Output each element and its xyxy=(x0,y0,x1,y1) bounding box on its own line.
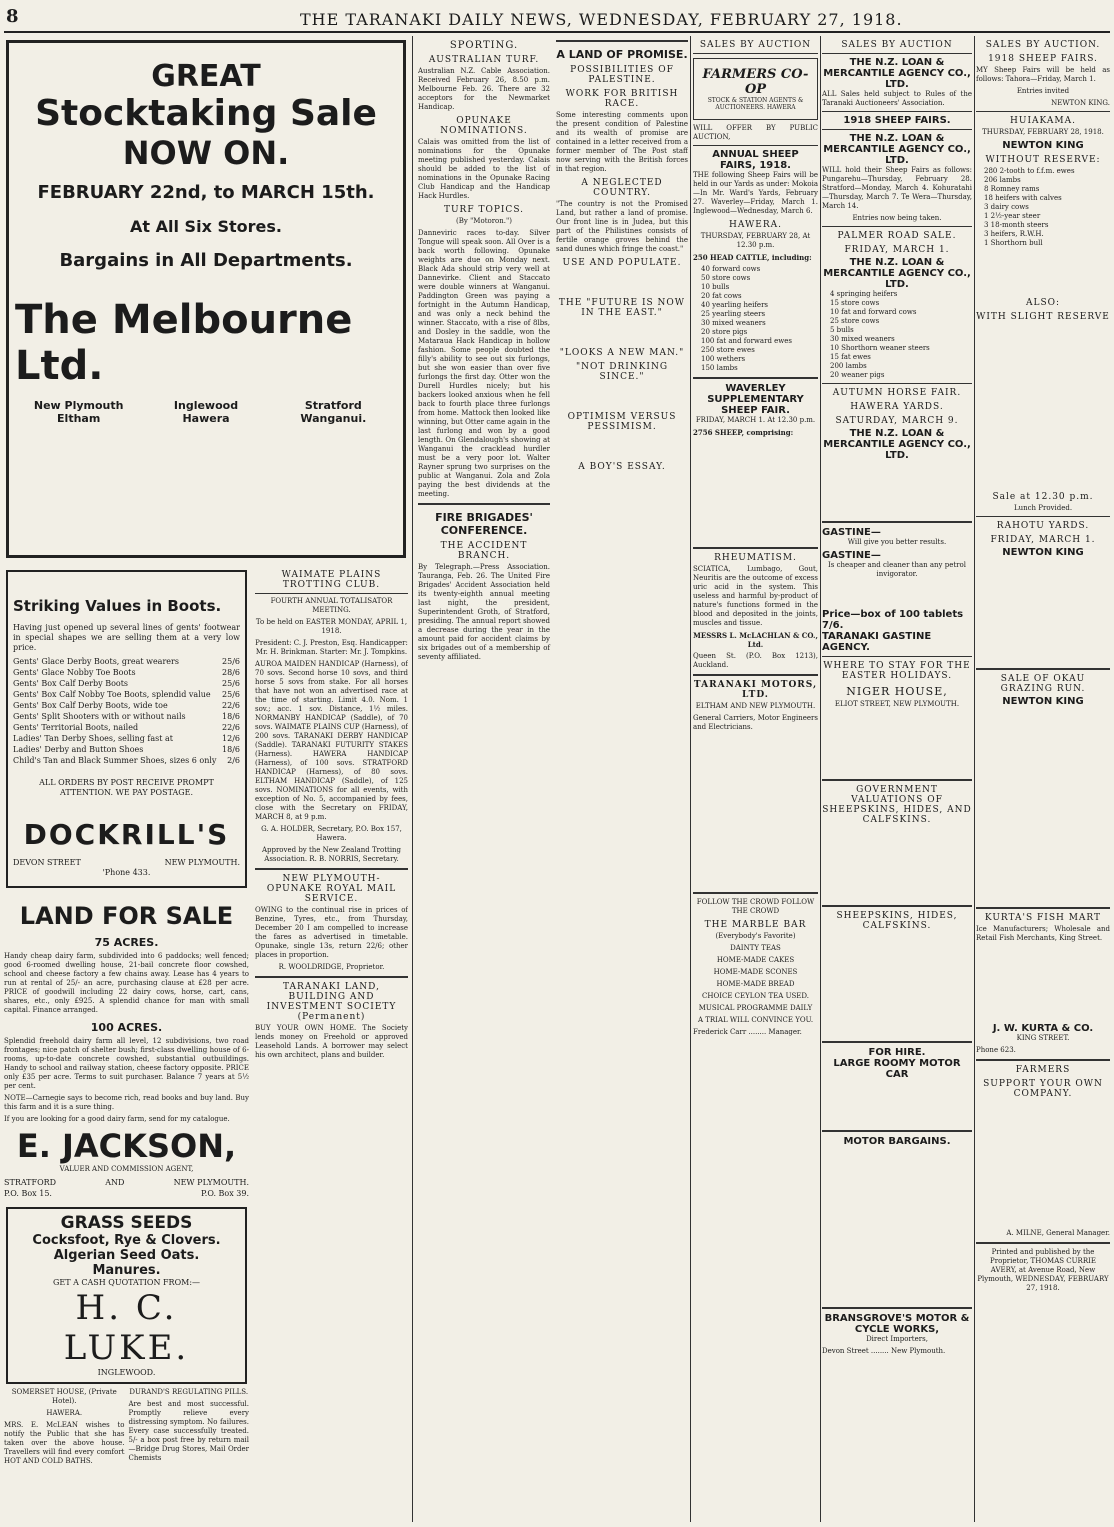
boots-intro: Having just opened up several lines of gents' footwear in special shapes we are selling them at a very low price. xyxy=(13,623,240,652)
sale-title: Stocktaking Sale xyxy=(35,93,377,134)
motors-text: General Carriers, Motor Engineers and Electricians. xyxy=(693,714,818,731)
marble-fav: (Everybody's Favorite) xyxy=(715,932,796,940)
dockrills-address xyxy=(13,857,240,868)
land-100-text: Splendid freehold dairy farm all level, 12 subdivisions, two road frontages; nice patch of shelter bush; first-class dwelling house of 6-rooms, up-to-date concrete cowshed, substantial outbuildings. Handy to school and railway station, cheese factory opposite. PRICE only £35 per acre. Terms to suit purchaser. Balance 7 years at 5½ per cent. xyxy=(4,1037,249,1090)
turf-byline: (By "Motoron.") xyxy=(456,217,512,225)
populate-heading: USE AND POPULATE. xyxy=(562,258,682,268)
boot-item xyxy=(13,755,240,766)
luke-town: INGLEWOOD. xyxy=(97,1368,156,1377)
town: Hawera xyxy=(182,412,230,425)
masthead-rule xyxy=(4,31,1110,33)
nz-loan-heading: THE N.Z. LOAN & MERCANTILE AGENCY CO., LTD. xyxy=(823,57,971,90)
british-heading: WORK FOR BRITISH RACE. xyxy=(565,89,679,109)
list-item: 3 heifers, R.W.H. xyxy=(984,230,1044,238)
easter-heading: WHERE TO STAY FOR THE EASTER HOLIDAYS. xyxy=(823,661,971,681)
fairs-text: WILL hold their Sheep Fairs as follows: Pungarehu—Thursday, February 28. Stratford—Monday, March 4. Kohuratahi—Thursday, March 7. Te Wera—Thursday, March 14. xyxy=(822,166,972,210)
list-item: 3 18-month steers xyxy=(984,221,1049,229)
grass-line3: Manures. xyxy=(92,1263,161,1278)
newspaper-title: THE TARANAKI DAILY NEWS, WEDNESDAY, FEBRUARY 27, 1918. xyxy=(300,10,903,29)
boots-orders: ALL ORDERS BY POST RECEIVE PROMPT ATTENTION. WE PAY POSTAGE. xyxy=(39,778,214,797)
neglected-text: "The country is not the Promised Land, but rather a land of promise. Our front line is in Judea, but this part of the Philistines consists of fertile orange groves behind the sand dunes which fringe the coast." xyxy=(556,200,688,253)
support-heading: SUPPORT YOUR OWN COMPANY. xyxy=(983,1079,1103,1099)
for-hire: FOR HIRE. xyxy=(868,1047,926,1058)
musical-programme: MUSICAL PROGRAMME DAILY xyxy=(698,1004,813,1012)
dockrills-town: NEW PLYMOUTH. xyxy=(164,858,240,867)
list-item: 10 bulls xyxy=(701,283,730,291)
boot-name: Gents' Split Shooters with or without nails xyxy=(13,712,186,721)
boot-item xyxy=(13,733,240,744)
dockrills-name: DOCKRILL'S xyxy=(23,818,230,851)
grass-line1: Cocksfoot, Rye & Clovers. xyxy=(32,1233,221,1248)
entries-taken: Entries now being taken. xyxy=(852,214,942,222)
land-100-acres: 100 ACRES. xyxy=(90,1021,163,1034)
somerset-text: MRS. E. McLEAN wishes to notify the Public that she has taken over the above house. Travellers will find every comfort HOT AND COLD BATHS. xyxy=(4,1421,125,1465)
kurta-phone: Phone 623. xyxy=(976,1046,1016,1054)
durand-text: Are best and most successful. Promptly relieve every distressing symptom. No failures. Every case successfully treated. 5/- a box post free by return mail—Bridge Drug Stores, Mail Order Chemists xyxy=(128,1400,249,1462)
cattle-heading: 250 HEAD CATTLE, including: xyxy=(693,253,812,262)
list-item: 8 Romney rams xyxy=(984,185,1040,193)
optimism-heading: OPTIMISM VERSUS PESSIMISM. xyxy=(567,412,677,432)
somerset-title: SOMERSET HOUSE, (Private Hotel). xyxy=(11,1388,117,1405)
rheumatism-firm: MESSRS L. McLACHLAN & CO., Ltd. xyxy=(693,631,818,649)
meeting-events: AUROA MAIDEN HANDICAP (Harness), of 70 sovs. Second horse 10 sovs, and third horse 5 sovs from stake. For all horses that have not won an advertised race at the time of starting. Limit 4.0. Nom. 1 sov.; acc. 1 sov. Distance, 1½ miles. NORMANBY HANDICAP (Saddle), of 70 sovs. WAIMATE PLAINS CUP (Harness), of 200 sovs. TARANAKI DERBY HANDICAP (Saddle). TARANAKI FUTURITY STAKES (Harness). HAWERA HANDICAP (Harness), of 100 sovs. STRATFORD HANDICAP (Harness), of 80 sovs. ELTHAM HANDICAP (Saddle), of 125 sovs. NOMINATIONS for all events, with exception of No. 5, accompanied by fees, close with the Secretary on FRIDAY, MARCH 8, at 9 p.m. xyxy=(255,660,408,821)
home-bread: HOME-MADE BREAD xyxy=(716,980,795,988)
will-offer: WILL OFFER BY PUBLIC AUCTION, xyxy=(693,124,818,141)
boot-name: Gents' Box Calf Nobby Toe Boots, splendid value xyxy=(13,690,211,699)
waimate-title: WAIMATE PLAINS TROTTING CLUB. xyxy=(281,570,382,590)
sale-great: GREAT xyxy=(151,59,261,94)
boot-name: Gents' Box Calf Derby Boots xyxy=(13,679,129,688)
boot-name: Ladies' Tan Derby Shoes, selling fast at xyxy=(13,734,173,743)
meeting-approved: Approved by the New Zealand Trotting Association. R. B. NORRIS, Secretary. xyxy=(261,846,402,863)
box-right: P.O. Box 39. xyxy=(201,1189,249,1198)
home-scones: HOME-MADE SCONES xyxy=(713,968,798,976)
hawera-date: THURSDAY, FEBRUARY 28, At 12.30 p.m. xyxy=(700,232,811,249)
boot-price: 18/6 xyxy=(222,745,240,754)
list-item: 4 springing heifers xyxy=(830,290,898,298)
list-item: 30 mixed weaners xyxy=(701,319,766,327)
fire-sub: THE ACCIDENT BRANCH. xyxy=(440,541,528,561)
list-item: 200 lambs xyxy=(830,362,867,370)
not-drinking-heading: "NOT DRINKING SINCE." xyxy=(575,362,669,382)
boots-title: Striking Values in Boots. xyxy=(13,597,222,615)
huiakama-heading: HUIAKAMA. xyxy=(1010,116,1076,126)
meeting-signed: G. A. HOLDER, Secretary, P.O. Box 157, Hawera. xyxy=(261,825,402,842)
bransgrove-direct: Direct Importers, xyxy=(866,1335,928,1343)
list-item: 25 store cows xyxy=(830,317,880,325)
turf-topics-heading: TURF TOPICS. xyxy=(443,205,525,215)
motor-car: LARGE ROOMY MOTOR CAR xyxy=(833,1058,961,1080)
motor-bargains: MOTOR BARGAINS. xyxy=(843,1136,951,1147)
look-heading: "LOOKS A NEW MAN." xyxy=(559,348,685,358)
list-item: 3 dairy cows xyxy=(984,203,1029,211)
aus-turf-text: Australian N.Z. Cable Association. Received February 26, 8.50 p.m. Melbourne Feb. 26. There are 32 acceptors for the Newmarket Handicap. xyxy=(418,67,550,111)
rahotu-heading: RAHOTU YARDS. xyxy=(996,521,1090,531)
dainty-teas: DAINTY TEAS xyxy=(730,944,781,952)
gastine-heading-2: GASTINE— xyxy=(822,550,881,561)
fire-heading: FIRE BRIGADES' CONFERENCE. xyxy=(435,511,533,537)
opunake-heading: OPUNAKE NOMINATIONS. xyxy=(440,116,528,136)
column-4 xyxy=(822,36,972,1522)
also-heading: ALSO: xyxy=(1025,298,1061,308)
autumn-heading: AUTUMN HORSE FAIR. xyxy=(832,388,962,398)
grass-quote: GET A CASH QUOTATION FROM:— xyxy=(52,1278,201,1287)
boot-price: 18/6 xyxy=(222,712,240,721)
opunake-text: Calais was omitted from the list of nominations for the Opunake meeting published yesterday. Calais should be added to the list of nominations in the Opunake Racing Club Handicap and the Handicap Hack Hurdles. xyxy=(418,138,550,200)
without-reserve: WITHOUT RESERVE: xyxy=(985,155,1101,165)
follow-crowd: FOLLOW THE CROWD FOLLOW THE CROWD xyxy=(696,898,815,915)
boot-item xyxy=(13,722,240,733)
list-item: 150 lambs xyxy=(701,364,738,372)
promise-heading: A LAND OF PROMISE. xyxy=(556,48,688,61)
sale-time: Sale at 12.30 p.m. xyxy=(992,492,1094,502)
town: Inglewood xyxy=(173,399,239,412)
palmer-list xyxy=(822,290,972,380)
mail-text: OWING to the continual rise in prices of Benzine, Tyres, etc., from Thursday, December 20 I am compelled to increase the fares as advertised in timetable. Opunake, single 13s, return 22/6; other places in proportion. xyxy=(255,906,408,959)
trial-convince: A TRIAL WILL CONVINCE YOU. xyxy=(697,1016,814,1024)
jackson-boxes xyxy=(4,1188,249,1199)
bransgrove-heading: BRANSGROVE'S MOTOR & CYCLE WORKS, xyxy=(824,1313,970,1335)
farmers-coop-logo xyxy=(693,58,818,120)
list-item: 40 yearling heifers xyxy=(701,301,769,309)
annual-text: THE following Sheep Fairs will be held in our Yards as under: Mokoia—In Mr. Ward's Yards, February 27. Waverley—Friday, March 1. Inglewood—Wednesday, March 6. xyxy=(693,171,818,215)
ceylon-tea: CHOICE CEYLON TEA USED. xyxy=(702,992,809,1000)
box-left: P.O. Box 15. xyxy=(4,1189,52,1198)
page-number: 8 xyxy=(6,6,19,27)
printed-by: Printed and published by the Proprietor, THOMAS CURRIE AVERY, at Avenue Road, New Plymouth, WEDNESDAY, FEBRUARY 27, 1918. xyxy=(977,1248,1109,1292)
c5-header: SALES BY AUCTION. xyxy=(985,40,1101,50)
boot-price: 25/6 xyxy=(222,690,240,699)
grass-seeds-ad xyxy=(6,1207,247,1384)
palmer-heading: PALMER ROAD SALE. xyxy=(837,231,957,241)
list-item: 15 fat ewes xyxy=(830,353,871,361)
sporting-heading: SPORTING. xyxy=(449,40,519,51)
boot-item xyxy=(13,656,240,667)
future-heading: THE "FUTURE IS NOW IN THE EAST." xyxy=(558,298,686,318)
sale-stores: At All Six Stores. xyxy=(130,217,282,236)
boot-item xyxy=(13,744,240,755)
land-sale-ad xyxy=(4,902,249,1199)
waverley-date: FRIDAY, MARCH 1. At 12.30 p.m. xyxy=(695,416,816,424)
grass-title: GRASS SEEDS xyxy=(60,1213,193,1233)
marble-manager: Frederick Carr ........ Manager. xyxy=(693,1028,802,1036)
kurta-heading: KURTA'S FISH MART xyxy=(984,913,1102,923)
sheep-heading: 2756 SHEEP, comprising: xyxy=(693,428,794,437)
c5-fairs-text: MY Sheep Fairs will be held as follows: Tahora—Friday, March 1. xyxy=(976,66,1110,83)
turf-text: Danneviric races to-day. Silver Tongue will speak soon. All Over is a back worth following. Opunake weights are due on Monday next. Black Ada should strip very well at Dannevirke. Client and Staccato were double winners at Wanganui. Paddington Green was paying a fortnight in the Autumn Handicap, and was only a neck behind the winner. Staccato, with a rise of 8lbs, and Dosley in the saddle, won the Mataraua Hack Handicap in hollow fashion. Some people doubted the filly's ability to see out six furlongs, but she won easier than over five furlongs the first day. Otter won the Durell Hurdles nicely; but his backers looked anxious when he fell back to fourth place three furlongs from home. Mattock then looked like winning, but Otter came again in the last furlong and won by a good length. On Glendalough's showing at Wanganui the cracklead hurdler must be a very poor lot. Walter Rayner sprung two surprises on the public at Wanganui. Zola and Zola paying the best dividends at the meeting. xyxy=(418,229,550,498)
price-heading: Price—box of 100 tablets 7/6. xyxy=(822,609,964,631)
taranaki-land-title: TARANAKI LAND, BUILDING AND INVESTMENT SOCIETY (Permanent) xyxy=(266,982,397,1022)
mail-sign: R. WOOLDRIDGE, Proprietor. xyxy=(278,963,385,971)
rheumatism-text: SCIATICA, Lumbago, Gout, Neuritis are the outcome of excess uric acid in the system. This useless and harmful by-product of nature's functions formed in the blood and deposited in the joints, muscles and tissue. xyxy=(693,565,818,627)
list-item: 10 fat and forward cows xyxy=(830,308,917,316)
rheumatism-heading: RHEUMATISM. xyxy=(714,553,797,563)
boot-price: 25/6 xyxy=(222,679,240,688)
boot-name: Child's Tan and Black Summer Shoes, sizes 6 only xyxy=(13,756,217,765)
nz-loan-heading-4: THE N.Z. LOAN & MERCANTILE AGENCY CO., LTD. xyxy=(823,428,971,461)
palestine-heading: POSSIBILITIES OF PALESTINE. xyxy=(570,65,674,85)
sale-now-on: NOW ON. xyxy=(122,134,290,172)
kurta-text: Ice Manufacturers; Wholesale and Retail Fish Merchants, King Street. xyxy=(976,925,1110,942)
town: Stratford xyxy=(304,399,362,412)
jackson-name: E. JACKSON, xyxy=(16,1127,237,1165)
column-divider xyxy=(412,36,413,1522)
farmers-heading: FARMERS xyxy=(1015,1065,1071,1075)
land-75-text: Handy cheap dairy farm, subdivided into 6 paddocks; well fenced; good 6-roomed dwelling house, 21-bail concrete floor cowshed, school and cheese factory a few chains away. Lease has 4 years to run at rental of 25/- an acre, purchasing clause at £28 per acre. PRICE of goodwill including 22 dairy cows, horse, cart, cans, shares, etc., only £925. A splendid chance for man with small capital. Finance arranged. xyxy=(4,952,249,1014)
niger-heading: NIGER HOUSE, xyxy=(846,685,948,698)
hawera-heading: HAWERA. xyxy=(729,220,782,230)
aus-turf-heading: AUSTRALIAN TURF. xyxy=(428,55,540,65)
taranaki-land-text: BUY YOUR OWN HOME. The Society lends money on Freehold or approved Leasehold Lands. A borrower may select his own architect, plans and builder. xyxy=(255,1024,408,1059)
motors-sub: ELTHAM AND NEW PLYMOUTH. xyxy=(695,702,816,710)
column-divider xyxy=(974,36,975,1522)
huiakama-list xyxy=(976,167,1110,248)
c5-entries: Entries invited xyxy=(1016,87,1070,95)
kurta-street: KING STREET. xyxy=(1016,1034,1070,1042)
list-item: 206 lambs xyxy=(984,176,1021,184)
palmer-friday: FRIDAY, MARCH 1. xyxy=(844,245,950,255)
somerset-ad xyxy=(4,1388,125,1469)
milne-sign: A. MILNE, General Manager. xyxy=(1006,1229,1110,1237)
boot-item xyxy=(13,678,240,689)
gastine-heading-1: GASTINE— xyxy=(822,527,881,538)
list-item: 5 bulls xyxy=(830,326,854,334)
motors-heading: TARANAKI MOTORS, LTD. xyxy=(693,680,818,700)
meeting-when: To be held on EASTER MONDAY, APRIL 1, 1918. xyxy=(255,618,408,635)
list-item: 30 mixed weaners xyxy=(830,335,895,343)
durand-ad xyxy=(129,1388,250,1469)
somerset-town: HAWERA. xyxy=(46,1409,83,1417)
logo-text: FARMERS CO-OP xyxy=(702,67,809,97)
boot-item xyxy=(13,700,240,711)
neglected-heading: A NEGLECTED COUNTRY. xyxy=(581,178,663,198)
c3-header: SALES BY AUCTION xyxy=(699,40,812,50)
land-note: NOTE—Carnegie says to become rich, read books and buy land. Buy this farm and it is a sure thing. xyxy=(4,1094,249,1111)
list-item: 40 forward cows xyxy=(701,265,761,273)
boot-name: Gents' Glace Nobby Toe Boots xyxy=(13,668,136,677)
boot-price: 22/6 xyxy=(222,723,240,732)
boot-name: Gents' Territorial Boots, nailed xyxy=(13,723,139,732)
boot-price: 25/6 xyxy=(222,657,240,666)
list-item: 1 2½-year steer xyxy=(984,212,1041,220)
list-item: 20 store pigs xyxy=(701,328,748,336)
land-catalogue: If you are looking for a good dairy farm, send for my catalogue. xyxy=(4,1115,230,1123)
sales-held: ALL Sales held subject to Rules of the Taranaki Auctioneers' Association. xyxy=(822,90,972,107)
list-item: 20 weaner pigs xyxy=(830,371,885,379)
town: Wanganui. xyxy=(300,412,367,425)
masthead xyxy=(0,0,1114,34)
home-cakes: HOME-MADE CAKES xyxy=(716,956,795,964)
list-item: 25 yearling steers xyxy=(701,310,766,318)
durand-title: DURAND'S REGULATING PILLS. xyxy=(129,1388,249,1396)
rahotu-friday: FRIDAY, MARCH 1. xyxy=(990,535,1096,545)
govt-heading: GOVERNMENT VALUATIONS OF SHEEPSKINS, HIDES, AND CALFSKINS. xyxy=(822,785,972,825)
loc-and: AND xyxy=(105,1178,125,1187)
sale-dates: FEBRUARY 22nd, to MARCH 15th. xyxy=(37,182,375,203)
fairs-heading: 1918 SHEEP FAIRS. xyxy=(843,115,951,126)
jackson-sub: VALUER AND COMMISSION AGENT, xyxy=(59,1165,194,1173)
gastine-line-1: Will give you better results. xyxy=(847,538,947,546)
gastine-agency: TARANAKI GASTINE AGENCY. xyxy=(822,631,932,653)
boot-price: 12/6 xyxy=(222,734,240,743)
store-towns xyxy=(15,399,397,425)
promise-text: Some interesting comments upon the present condition of Palestine and its wealth of promise are contained in a letter received from a former member of The Post staff now serving with the British forces in that region. xyxy=(556,111,688,173)
boot-name: Ladies' Derby and Button Shoes xyxy=(13,745,144,754)
list-item: 50 store cows xyxy=(701,274,751,282)
c4-header: SALES BY AUCTION xyxy=(841,40,953,50)
boot-item xyxy=(13,711,240,722)
boots-price-list xyxy=(13,656,240,766)
town: Eltham xyxy=(57,412,101,425)
list-item: 20 fat cows xyxy=(701,292,742,300)
gastine-line-2: Is cheaper and cleaner than any petrol invigorator. xyxy=(828,561,966,578)
logo-sub: STOCK & STATION AGENTS & AUCTIONEERS. HAWERA xyxy=(707,97,804,111)
grass-line2: Algerian Seed Oats. xyxy=(53,1248,200,1263)
rheumatism-addr: Queen St. (P.O. Box 1213), Auckland. xyxy=(693,652,818,669)
list-item: 10 Shorthorn weaner steers xyxy=(830,344,930,352)
boot-name: Gents' Glace Derby Boots, great wearers xyxy=(13,657,179,666)
hides-heading: SHEEPSKINS, HIDES, CALFSKINS. xyxy=(836,911,958,931)
jackson-locations xyxy=(4,1177,249,1188)
nz-loan-heading-3: THE N.Z. LOAN & MERCANTILE AGENCY CO., LTD. xyxy=(823,257,971,290)
autumn-saturday: SATURDAY, MARCH 9. xyxy=(835,416,959,426)
list-item: 100 fat and forward ewes xyxy=(701,337,793,345)
marble-bar: THE MARBLE BAR xyxy=(704,920,807,930)
boot-price: 22/6 xyxy=(222,701,240,710)
mail-title: NEW PLYMOUTH-OPUNAKE ROYAL MAIL SERVICE. xyxy=(266,874,397,904)
column-divider xyxy=(690,36,691,1522)
newton-king-2: NEWTON KING xyxy=(1002,547,1084,558)
kurta-firm: J. W. KURTA & CO. xyxy=(992,1023,1094,1034)
luke-name: H. C. LUKE. xyxy=(63,1288,190,1368)
town: New Plymouth xyxy=(33,399,124,412)
nz-loan-heading-2: THE N.Z. LOAN & MERCANTILE AGENCY CO., LTD. xyxy=(823,133,971,166)
dockrills-phone: 'Phone 433. xyxy=(102,868,151,877)
land-75-acres: 75 ACRES. xyxy=(94,936,159,949)
meeting-title: FOURTH ANNUAL TOTALISATOR MEETING. xyxy=(270,597,393,614)
lunch-provided: Lunch Provided. xyxy=(1013,504,1073,512)
bransgrove-devon: Devon Street ........ New Plymouth. xyxy=(822,1347,946,1355)
newton-king-1: NEWTON KING xyxy=(1002,140,1084,151)
boot-name: Gents' Box Calf Derby Boots, wide toe xyxy=(13,701,168,710)
great-sale-ad xyxy=(6,40,406,558)
sale-bargains: Bargains in All Departments. xyxy=(59,250,353,271)
hawera-yards: HAWERA YARDS. xyxy=(850,402,944,412)
fire-text: By Telegraph.—Press Association. Tauranga, Feb. 26. The United Fire Brigades' Accident Association held its twenty-eighth annual meeting last night, the president, Superintendent Groth, of Stratford, presiding. The annual report showed a decrease during the year in the amount paid for accident claims by six brigades out of a membership of seventy affiliated. xyxy=(418,563,550,661)
list-item: 18 heifers with calves xyxy=(984,194,1062,202)
melbourne-ltd: The Melbourne Ltd. xyxy=(15,297,353,389)
dockrills-street: DEVON STREET xyxy=(13,858,81,867)
boot-item xyxy=(13,667,240,678)
cattle-list xyxy=(693,265,818,373)
column-divider xyxy=(820,36,821,1522)
list-item: 250 store ewes xyxy=(701,346,755,354)
list-item: 1 Shorthorn bull xyxy=(984,239,1043,247)
column-3 xyxy=(693,36,818,1522)
newton-king-3: NEWTON KING xyxy=(1002,696,1084,707)
niger-addr: ELIOT STREET, NEW PLYMOUTH. xyxy=(834,700,960,708)
meeting-officers: President: C. J. Preston, Esq. Handicapper: Mr. H. Brinkman. Starter: Mr. J. Tompkins. xyxy=(255,639,408,656)
list-item: 15 store cows xyxy=(830,299,880,307)
essay-heading: A BOY'S ESSAY. xyxy=(578,462,666,472)
loc-right: NEW PLYMOUTH. xyxy=(173,1178,249,1187)
column-5 xyxy=(976,36,1110,1522)
annual-heading: ANNUAL SHEEP FAIRS, 1918. xyxy=(712,149,799,171)
boot-price: 2/6 xyxy=(227,756,240,765)
c5-fairs: 1918 SHEEP FAIRS. xyxy=(988,54,1098,64)
list-item: 100 wethers xyxy=(701,355,746,363)
boot-price: 28/6 xyxy=(222,668,240,677)
slight-reserve: WITH SLIGHT RESERVE xyxy=(976,312,1110,322)
column-2 xyxy=(418,36,688,1522)
list-item: 280 2-tooth to f.f.m. ewes xyxy=(984,167,1075,175)
loc-left: STRATFORD xyxy=(4,1178,57,1187)
boot-item xyxy=(13,689,240,700)
boots-ad xyxy=(6,570,247,888)
c5-king: NEWTON KING. xyxy=(1051,99,1110,107)
land-title: LAND FOR SALE xyxy=(19,902,234,930)
column-1 xyxy=(4,36,408,1522)
huiakama-date: THURSDAY, FEBRUARY 28, 1918. xyxy=(982,128,1104,136)
waverley-heading: WAVERLEY SUPPLEMENTARY SHEEP FAIR. xyxy=(707,383,804,416)
okau-heading: SALE OF OKAU GRAZING RUN. xyxy=(1000,674,1086,694)
